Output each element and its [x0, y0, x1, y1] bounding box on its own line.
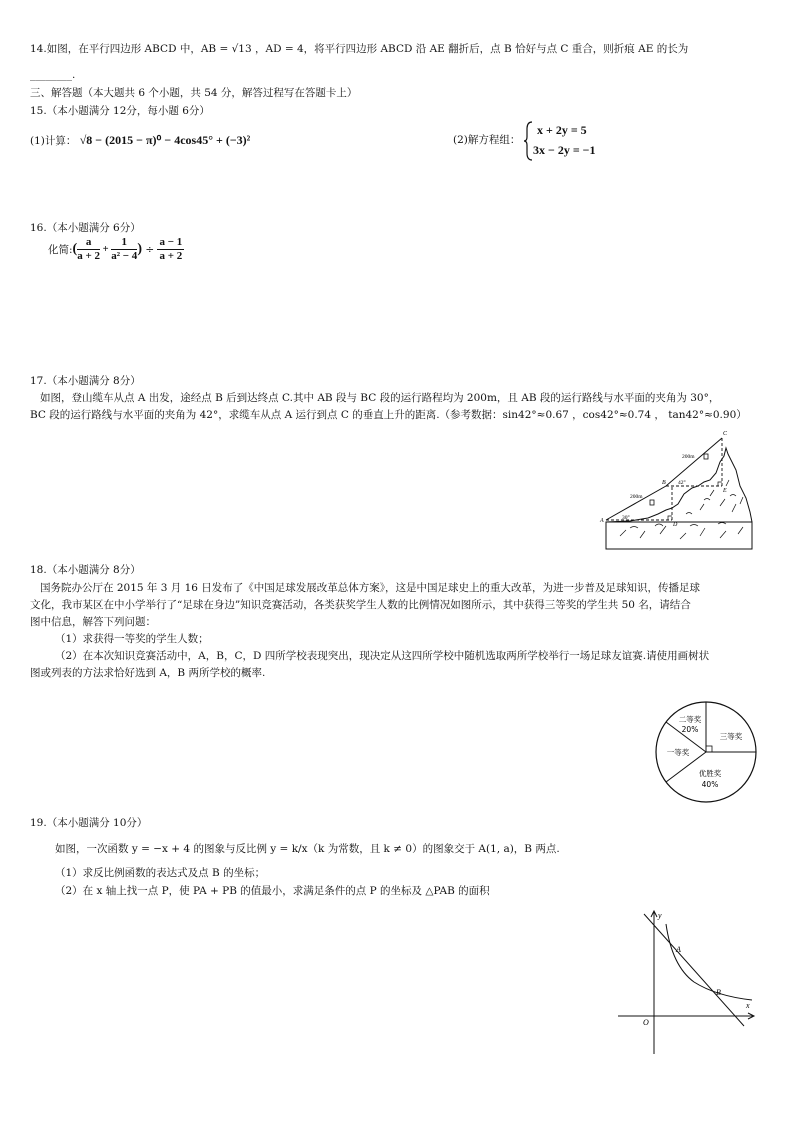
q19-sub1: （1）求反比例函数的表达式及点 B 的坐标； [55, 867, 266, 879]
label-C: C [723, 431, 728, 437]
section-title: 三、解答题（本大题共 6 个小题，共 54 分，解答过程写在答题卡上） [30, 87, 358, 99]
q19-line1: 如图，一次函数 y = −x + 4 的图象与反比例 y = k/x（k 为常数，且 k ≠ 0）的图象交于 A(1, a)，B 两点. [55, 843, 560, 855]
q17-line2: BC 段的运行路线与水平面的夹角为 42°，求缆车从点 A 运行到点 C 的垂直上升的距离.（参考数据：sin42°≈0.67 ，cos42°≈0.74 ， tan42°≈0.90） [30, 409, 747, 421]
point-A-label: A [676, 945, 681, 954]
label-30deg: 30° [622, 515, 630, 521]
q19-head: 19.（本小题满分 10分） [30, 817, 148, 829]
fraction-b: $\frac{1}{\text{a² − 4}}$ [111, 236, 138, 262]
function-graph [614, 908, 760, 1058]
cable-car-figure [600, 426, 760, 554]
q15-part1 [30, 133, 250, 148]
pie-label-first: 一等奖 [666, 748, 690, 757]
label-B: B [662, 480, 666, 486]
pie-label-second-pct: 20% [681, 725, 699, 734]
q16-expression: 化简:( $\frac{a}{a + 2}$ + $\frac{1}{\text{a² − 4}}$ ) ÷ $\frac{a - 1}{a + 2}$ [48, 236, 183, 262]
q17-line1: 如图，登山缆车从点 A 出发，途经点 B 后到达终点 C.其中 AB 段与 BC 段的运行路程均为 200m，且 AB 段的运行路线与水平面的夹角为 30°， [40, 392, 720, 404]
pie-label-excellent: 优胜奖 [698, 769, 722, 778]
fraction-c: $\frac{a - 1}{a + 2}$ [159, 236, 183, 262]
axis-y-label: y [658, 911, 662, 920]
q18-line3: 图中信息，解答下列问题： [30, 616, 156, 628]
q19-sub2: （2）在 x 轴上找一点 P，使 PA + PB 的值最小，求满足条件的点 P 的坐标及 △PAB 的面积 [55, 885, 490, 897]
q18-head: 18.（本小题满分 8分） [30, 564, 141, 576]
equation-1: x + 2y = 5 [537, 123, 587, 137]
pie-label-second: 二等奖 [678, 715, 702, 724]
q14-text: 14.如图，在平行四边形 ABCD 中，AB = √13 ，AD = 4，将平行四边形 ABCD 沿 AE 翻折后，点 B 恰好与点 C 重合，则折痕 AE 的长为 [30, 43, 689, 55]
origin-label: O [643, 1018, 649, 1027]
label-42deg: 42° [678, 480, 686, 486]
label-D: D [673, 522, 678, 528]
q18-line2: 文化，我市某区在中小学举行了“足球在身边”知识竞赛活动，各类获奖学生人数的比例情况如图所示，其中获得三等奖的学生共 50 名，请结合 [30, 599, 691, 611]
award-pie-chart [654, 700, 758, 804]
q18-sub3: 图或列表的方法求恰好选到 A，B 两所学校的概率. [30, 667, 266, 679]
axis-x-label: x [746, 1001, 750, 1010]
label-A: A [600, 518, 604, 524]
pie-label-third: 三等奖 [719, 732, 743, 741]
q17-head: 17.（本小题满分 8分） [30, 375, 141, 387]
equation-brace [523, 121, 533, 161]
q16-label: 化简: [48, 244, 73, 256]
q18-line1: 国务院办公厅在 2015 年 3 月 16 日发布了《中国足球发展改革总体方案》，这是中国足球史上的重大改革，为进一步普及足球知识，传播足球 [40, 582, 701, 594]
label-E: E [723, 488, 727, 494]
q15-part1-label: (1)计算： [30, 135, 77, 147]
q15-part1-expr: √8 − (2015 − π)⁰ − 4cos45° + (−3)² [79, 133, 251, 147]
point-B-label: B [716, 988, 721, 997]
q18-sub2: （2）在本次知识竞赛活动中，A，B，C，D 四所学校表现突出，现决定从这四所学校中随机选取两所学校举行一场足球友谊赛.请使用画树状 [55, 650, 710, 662]
q15-head: 15.（本小题满分 12分，每小题 6分） [30, 105, 210, 117]
fraction-a: $\frac{a}{a + 2}$ [77, 236, 100, 262]
pie-label-excellent-pct: 40% [701, 780, 719, 789]
q14-answer-blank: ________. [30, 69, 76, 81]
equation-2: 3x − 2y = −1 [533, 143, 596, 157]
q18-sub1: （1）求获得一等奖的学生人数； [55, 633, 209, 645]
label-200m-lower: 200m [630, 494, 643, 500]
q16-head: 16.（本小题满分 6分） [30, 222, 141, 234]
q15-part2-label: (2)解方程组： [453, 134, 521, 146]
label-200m-upper: 200m [682, 454, 695, 460]
